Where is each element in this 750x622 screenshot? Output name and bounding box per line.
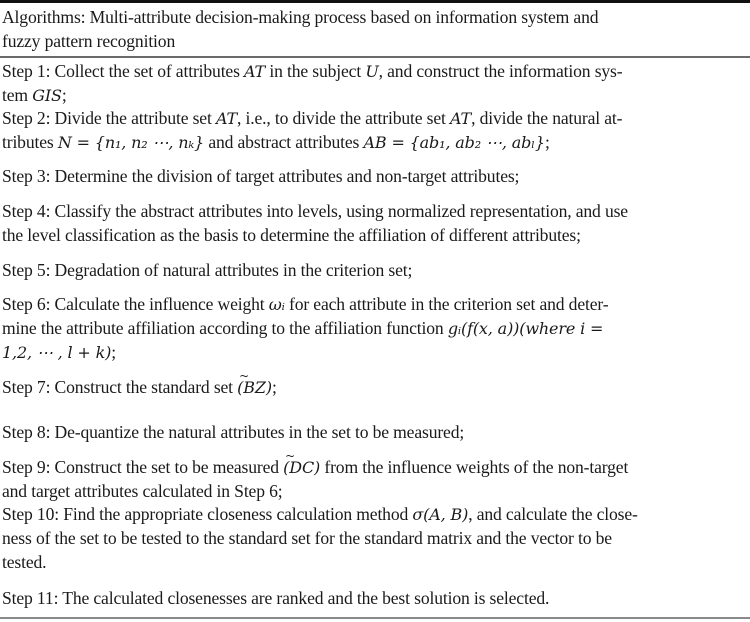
top-rule	[0, 0, 750, 3]
step-2-line-2: tributes N = {n₁, n₂ ⋯, nₖ} and abstract attributes AB = {ab₁, ab₂ ⋯, abₗ};	[2, 132, 550, 152]
step-1-line-2: tem GIS;	[2, 85, 67, 105]
step-7-line-1: Step 7: Construct the standard set ~ (BZ);	[2, 375, 277, 400]
step-11-line-1: Step 11: The calculated closenesses are ranked and the best solution is selected.	[2, 588, 550, 608]
step-2-line-1: Step 2: Divide the attribute set AT, i.e., to divide the attribute set AT, divide the natural at-	[2, 108, 623, 128]
step-10-line-1: Step 10: Find the appropriate closeness calculation method σ(A, B), and calculate the close-	[2, 504, 638, 524]
step-6-line-3: 1,2, ⋯ , l + k);	[2, 342, 117, 362]
step-8-line-1: Step 8: De-quantize the natural attributes in the set to be measured;	[2, 422, 465, 442]
step-4-line-2: the level classification as the basis to determine the affiliation of different attributes;	[2, 225, 581, 245]
tilde-standard-set: ~ (BZ)	[237, 376, 272, 400]
bottom-rule	[0, 617, 750, 619]
step-10-line-2: ness of the set to be tested to the standard set for the standard matrix and the vector to be	[2, 528, 612, 548]
table-title-line-1: Algorithms: Multi-attribute decision-making process based on information system and	[2, 7, 599, 27]
step-5-line-1: Step 5: Degradation of natural attributes in the criterion set;	[2, 260, 413, 280]
tilde-measured-set: ~ (DC)	[283, 456, 320, 480]
step-6-line-2: mine the attribute affiliation according to the affiliation function gᵢ(f(x, a))(where i =	[2, 318, 604, 338]
step-1-line-1: Step 1: Collect the set of attributes AT in the subject U, and construct the information sys-	[2, 61, 623, 81]
step-6-line-1: Step 6: Calculate the influence weight ωᵢ for each attribute in the criterion set and deter-	[2, 294, 609, 314]
step-10-line-3: tested.	[2, 552, 47, 572]
step-9-line-1: Step 9: Construct the set to be measured ~ (DC) from the influence weights of the non-target	[2, 455, 628, 480]
table-title-line-2: fuzzy pattern recognition	[2, 31, 176, 51]
step-9-line-2: and target attributes calculated in Step 6;	[2, 481, 283, 501]
step-3-line-1: Step 3: Determine the division of target attributes and non-target attributes;	[2, 166, 520, 186]
step-4-line-1: Step 4: Classify the abstract attributes into levels, using normalized representation, and use	[2, 201, 628, 221]
header-rule	[0, 56, 750, 58]
